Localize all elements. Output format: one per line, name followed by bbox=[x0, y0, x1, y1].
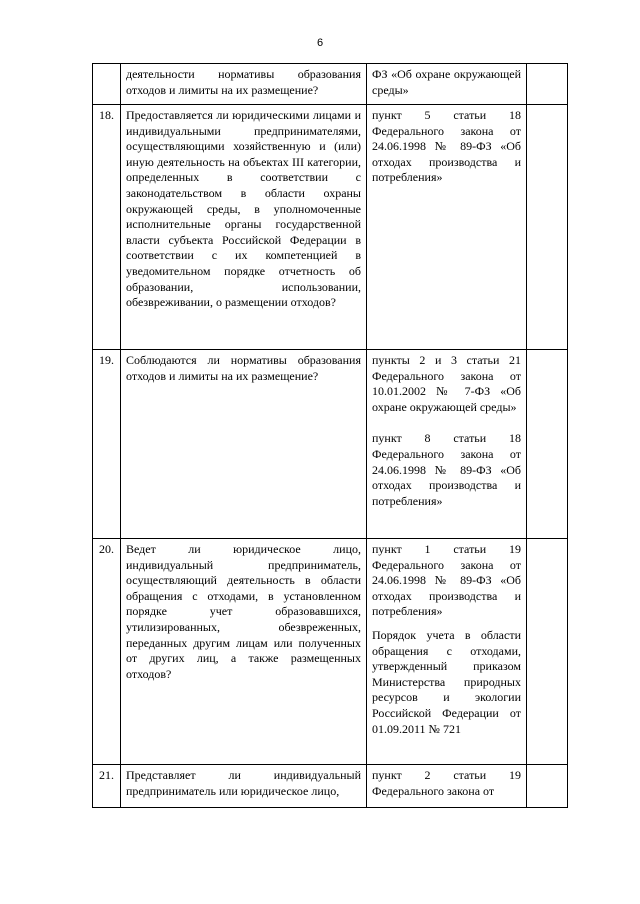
legal-basis-item: пункт 5 статьи 18 Федерального закона от 24.06.1998 № 89-ФЗ «Об отходах производства и потребления» bbox=[372, 108, 521, 185]
legal-basis bbox=[367, 64, 527, 105]
question-text: деятельности нормативы образования отходов и лимиты на их размещение? bbox=[121, 64, 367, 105]
table-row bbox=[93, 539, 568, 765]
note-cell bbox=[527, 105, 568, 350]
note-cell bbox=[527, 350, 568, 539]
legal-basis bbox=[367, 539, 527, 765]
row-number: 20. bbox=[93, 539, 121, 765]
row-number: 18. bbox=[93, 105, 121, 350]
legal-basis-item: пункт 2 статьи 19 Федерального закона от bbox=[372, 768, 521, 798]
legal-basis bbox=[367, 350, 527, 539]
row-number bbox=[93, 64, 121, 105]
legal-basis-item: пункт 8 статьи 18 Федерального закона от 24.06.1998 № 89-ФЗ «Об отходах производства и потребления» bbox=[372, 431, 521, 508]
table-row bbox=[93, 350, 568, 539]
note-cell bbox=[527, 539, 568, 765]
question-text: Представляет ли индивидуальный предприниматель или юридическое лицо, bbox=[121, 765, 367, 808]
table-row bbox=[93, 105, 568, 350]
page-number: 6 bbox=[316, 37, 324, 49]
legal-basis-item: пункт 1 статьи 19 Федерального закона от 24.06.1998 № 89-ФЗ «Об отходах производства и потребления» bbox=[372, 542, 521, 619]
note-cell bbox=[527, 765, 568, 808]
table-row bbox=[93, 64, 568, 105]
legal-basis bbox=[367, 105, 527, 350]
question-text: Ведет ли юридическое лицо, индивидуальный предприниматель, осуществляющий деятельность в области обращения с отходами, в установленном порядке учет образовавшихся, утилизированных, обезвреженных, переданных другим лицам или полученных от других лиц, а также размещенных отходов? bbox=[121, 539, 367, 765]
legal-basis-item: пункты 2 и 3 статьи 21 Федерального закона от 10.01.2002 № 7-ФЗ «Об охране окружающей среды» bbox=[372, 353, 521, 414]
row-number: 19. bbox=[93, 350, 121, 539]
legal-basis bbox=[367, 765, 527, 808]
row-number: 21. bbox=[93, 765, 121, 808]
legal-basis-item: ФЗ «Об охране окружающей среды» bbox=[372, 67, 521, 97]
question-text: Соблюдаются ли нормативы образования отходов и лимиты на их размещение? bbox=[121, 350, 367, 539]
requirements-table bbox=[92, 63, 568, 808]
table-row bbox=[93, 765, 568, 808]
legal-basis-item: Порядок учета в области обращения с отходами, утвержденный приказом Министерства природных ресурсов и экологии Российской Федерации от 01.09.2011 № 721 bbox=[372, 627, 521, 736]
note-cell bbox=[527, 64, 568, 105]
question-text: Предоставляется ли юридическими лицами и индивидуальными предпринимателями, осуществляющими хозяйственную и (или) иную деятельность на объектах III категории, определенных в соответствии с законодательством в области охраны окружающей среды, в уполномоченные исполнительные органы государственной власти субъекта Российской Федерации в соответствии с их компетенцией в уведомительном порядке отчетность об образовании, использовании, обезвреживании, о размещении отходов? bbox=[121, 105, 367, 350]
